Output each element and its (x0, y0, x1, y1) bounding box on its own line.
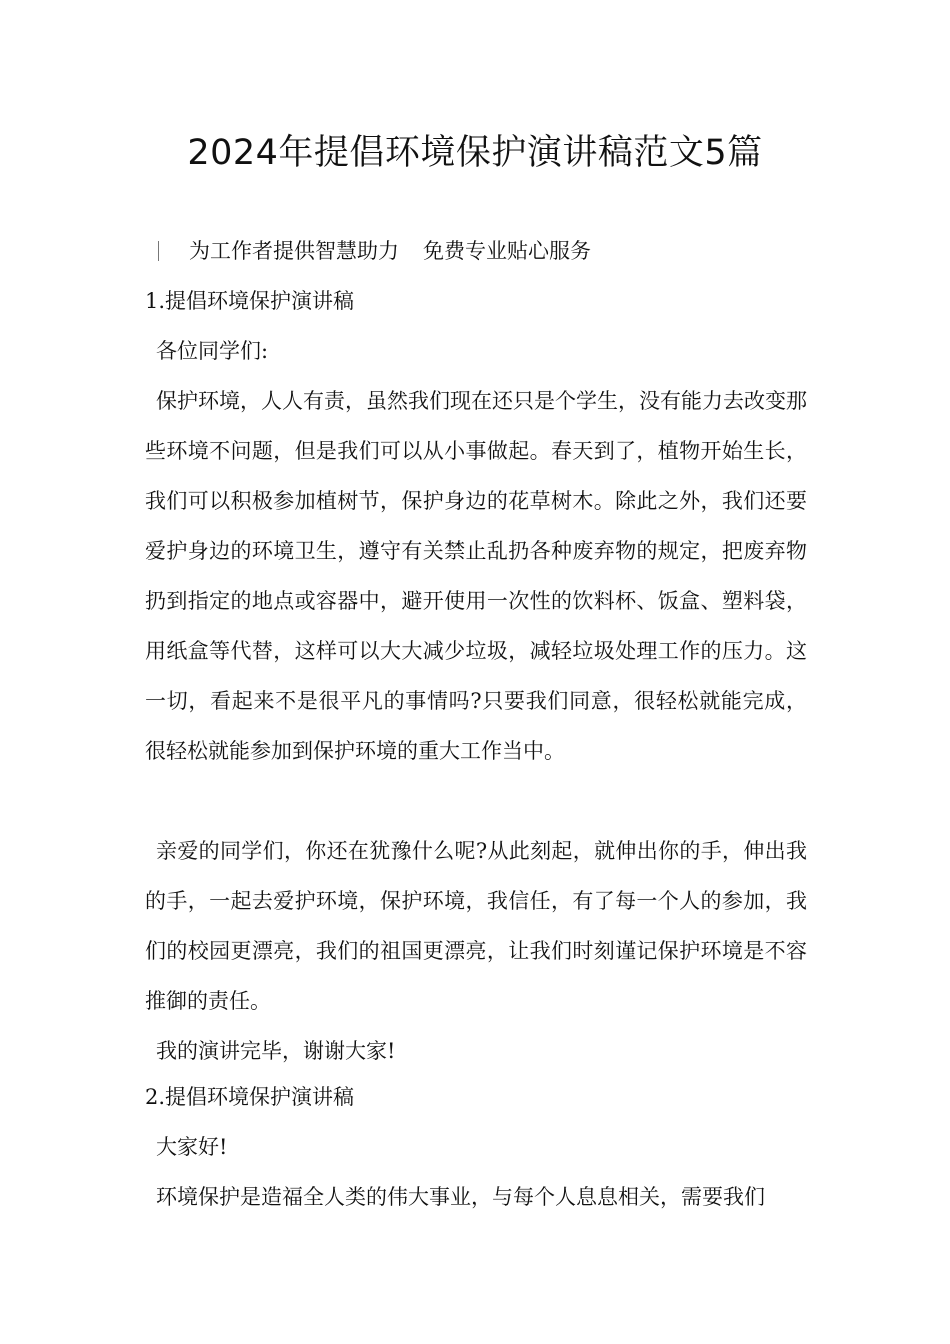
divider-bar (158, 241, 159, 261)
section-1-paragraph-3: 我的演讲完毕，谢谢大家! (156, 1039, 396, 1063)
tagline-part-1: 为工作者提供智慧助力 (189, 239, 399, 263)
tagline-part-2: 免费专业贴心服务 (423, 239, 591, 263)
section-1-heading: 1.提倡环境保护演讲稿 (145, 289, 355, 313)
tagline (158, 234, 591, 268)
section-1-paragraph-2: 亲爱的同学们，你还在犹豫什么呢?从此刻起，就伸出你的手，伸出我的手，一起去爱护环境，保护环境，我信任，有了每一个人的参加，我们的校园更漂亮，我们的祖国更漂亮，让我们时刻谨记保护环境是不容推御的责任。 (145, 839, 807, 1013)
document-title: 2024年提倡环境保护演讲稿范文5篇 (187, 133, 763, 173)
section-1-paragraph-1: 保护环境，人人有责，虽然我们现在还只是个学生，没有能力去改变那些环境不问题，但是我们可以从小事做起。春天到了，植物开始生长，我们可以积极参加植树节，保护身边的花草树木。除此之外，我们还要爱护身边的环境卫生，遵守有关禁止乱扔各种废弃物的规定，把废弃物扔到指定的地点或容器中，避开使用一次性的饮料杯、饭盒、塑料袋，用纸盒等代替，这样可以大大减少垃圾，减轻垃圾处理工作的压力。这一切，看起来不是很平凡的事情吗?只要我们同意，很轻松就能完成，很轻松就能参加到保护环境的重大工作当中。 (145, 389, 807, 763)
section-2-paragraph-1: 环境保护是造福全人类的伟大事业，与每个人息息相关，需要我们 (156, 1185, 765, 1209)
section-2-heading: 2.提倡环境保护演讲稿 (145, 1085, 355, 1109)
section-2-greeting: 大家好! (156, 1135, 228, 1159)
section-1-greeting: 各位同学们: (156, 339, 269, 363)
